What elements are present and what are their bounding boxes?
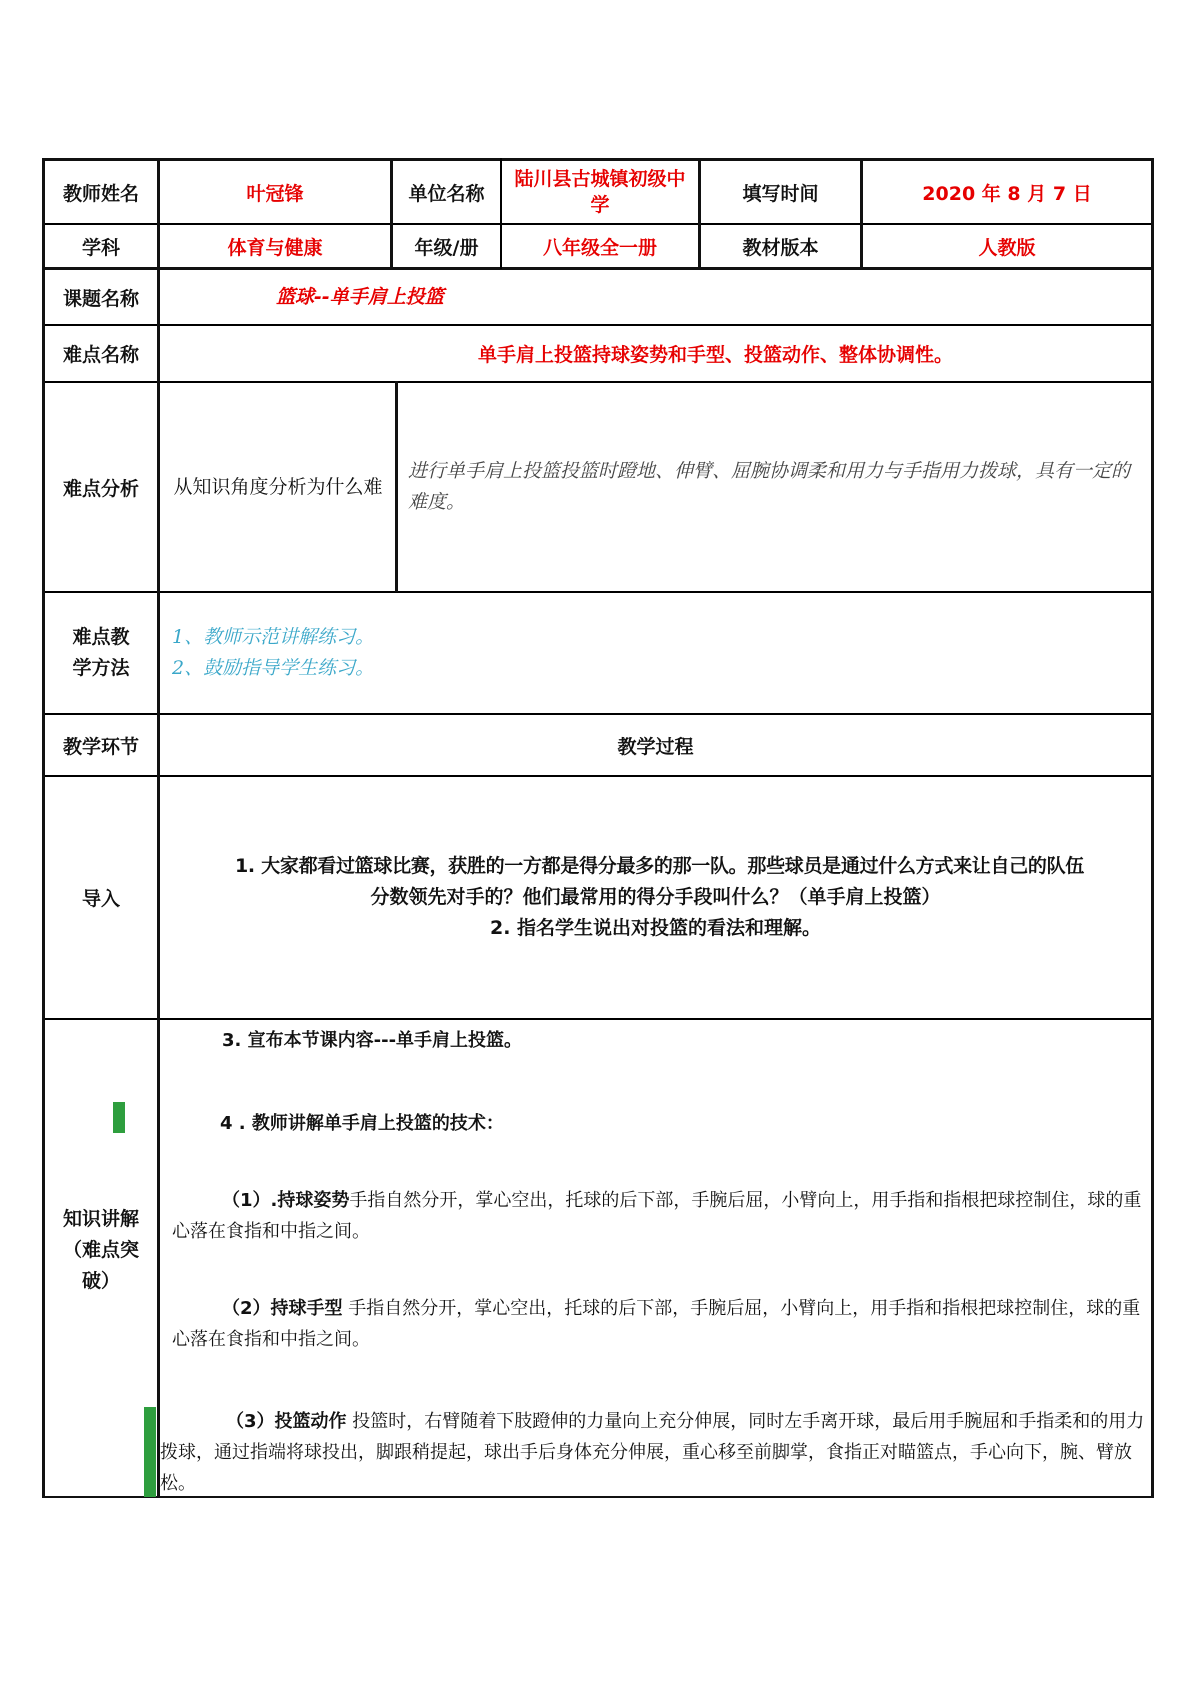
unit-name-value: 陆川县古城镇初级中学 — [514, 168, 686, 216]
green-marker — [144, 1407, 156, 1497]
method-item-2: 2、鼓励指导学生练习。 — [172, 657, 375, 679]
analysis-sub-label: 从知识角度分析为什么难 — [173, 475, 383, 498]
method-label: 难点教学方法 — [72, 626, 130, 679]
green-marker — [113, 1102, 125, 1133]
topic-value: 篮球--单手肩上投篮 — [276, 286, 444, 308]
analysis-text: 进行单手肩上投篮投篮时蹬地、伸臂、屈腕协调柔和用力与手指用力拨球，具有一定的难度。 — [408, 460, 1131, 513]
knowledge-item-3: 3. 宣布本节课内容---单手肩上投篮。 — [222, 1030, 523, 1051]
method-item-1: 1、教师示范讲解练习。 — [172, 626, 375, 648]
paragraph-3-title: （3）投篮动作 — [226, 1411, 347, 1432]
paragraph-2-text: 手指自然分开，掌心空出，托球的后下部，手腕后屈，小臂向上，用手指和指根把球控制住，球的重心落在食指和中指之间。 — [172, 1298, 1141, 1350]
intro-line-1: 1. 大家都看过篮球比赛，获胜的一方都是得分最多的那一队。那些球员是通过什么方式来让自己的队伍 — [235, 855, 1084, 877]
knowledge-label: 知识讲解（难点突破） — [63, 1207, 140, 1292]
teacher-name-label: 教师姓名 — [62, 182, 139, 205]
knowledge-paragraph-1 — [172, 1185, 1144, 1247]
intro-line-2: 分数领先对手的？他们最常用的得分手段叫什么？（单手肩上投篮） — [370, 886, 941, 908]
subject-label: 学科 — [81, 236, 120, 259]
unit-name-label: 单位名称 — [408, 182, 485, 205]
intro-line-3: 2. 指名学生说出对投篮的看法和理解。 — [489, 917, 822, 939]
intro-label: 导入 — [81, 888, 120, 910]
difficulty-label: 难点名称 — [62, 344, 139, 366]
process-title: 教学过程 — [617, 735, 694, 758]
teacher-name-value: 叶冠锋 — [246, 182, 304, 205]
process-stage-label: 教学环节 — [62, 735, 139, 758]
paragraph-1-title: （1）.持球姿势 — [222, 1190, 350, 1211]
analysis-col-divider — [395, 381, 398, 592]
paragraph-1-text: 手指自然分开，掌心空出，托球的后下部，手腕后屈，小臂向上，用手指和指根把球控制住，球的重心落在食指和中指之间。 — [172, 1190, 1142, 1242]
paragraph-2-title: （2）持球手型 — [222, 1298, 343, 1319]
row-divider — [42, 775, 1154, 777]
grade-value: 八年级全一册 — [542, 236, 657, 259]
analysis-label: 难点分析 — [62, 477, 139, 500]
row-divider — [42, 1018, 1154, 1020]
fill-time-label: 填写时间 — [742, 182, 819, 205]
paragraph-3-text: 投篮时，右臂随着下肢蹬伸的力量向上充分伸展，同时左手离开球，最后用手腕屈和手指柔和的用力拨球，通过指端将球投出，脚跟稍提起，球出手后身体充分伸展，重心移至前脚掌，食指正对瞄篮点，手心向下，腕、臂放松。 — [160, 1411, 1145, 1494]
fill-time-value: 2020 年 8 月 7 日 — [922, 182, 1092, 205]
subject-value: 体育与健康 — [227, 236, 323, 259]
row-divider — [42, 591, 1154, 593]
difficulty-value: 单手肩上投篮持球姿势和手型、投篮动作、整体协调性。 — [477, 344, 953, 366]
edition-label: 教材版本 — [742, 236, 819, 259]
topic-label: 课题名称 — [62, 287, 139, 310]
knowledge-paragraph-3 — [160, 1406, 1148, 1499]
knowledge-paragraph-2 — [172, 1293, 1144, 1355]
table-right-border — [1151, 158, 1154, 1498]
knowledge-item-4: 4 . 教师讲解单手肩上投篮的技术： — [220, 1113, 504, 1134]
grade-label: 年级/册 — [414, 236, 479, 259]
edition-value: 人教版 — [978, 236, 1036, 259]
